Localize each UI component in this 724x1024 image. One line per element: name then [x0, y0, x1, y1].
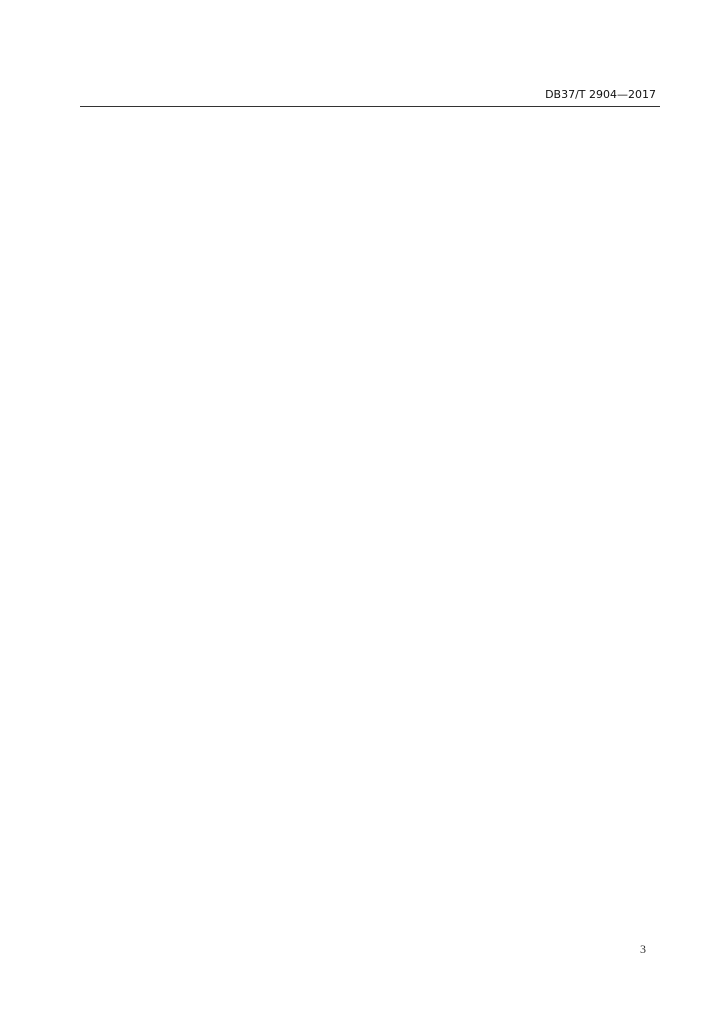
page-number: 3 — [640, 942, 646, 956]
header-rule — [80, 106, 660, 107]
standard-number: DB37/T 2904—2017 — [545, 88, 656, 101]
